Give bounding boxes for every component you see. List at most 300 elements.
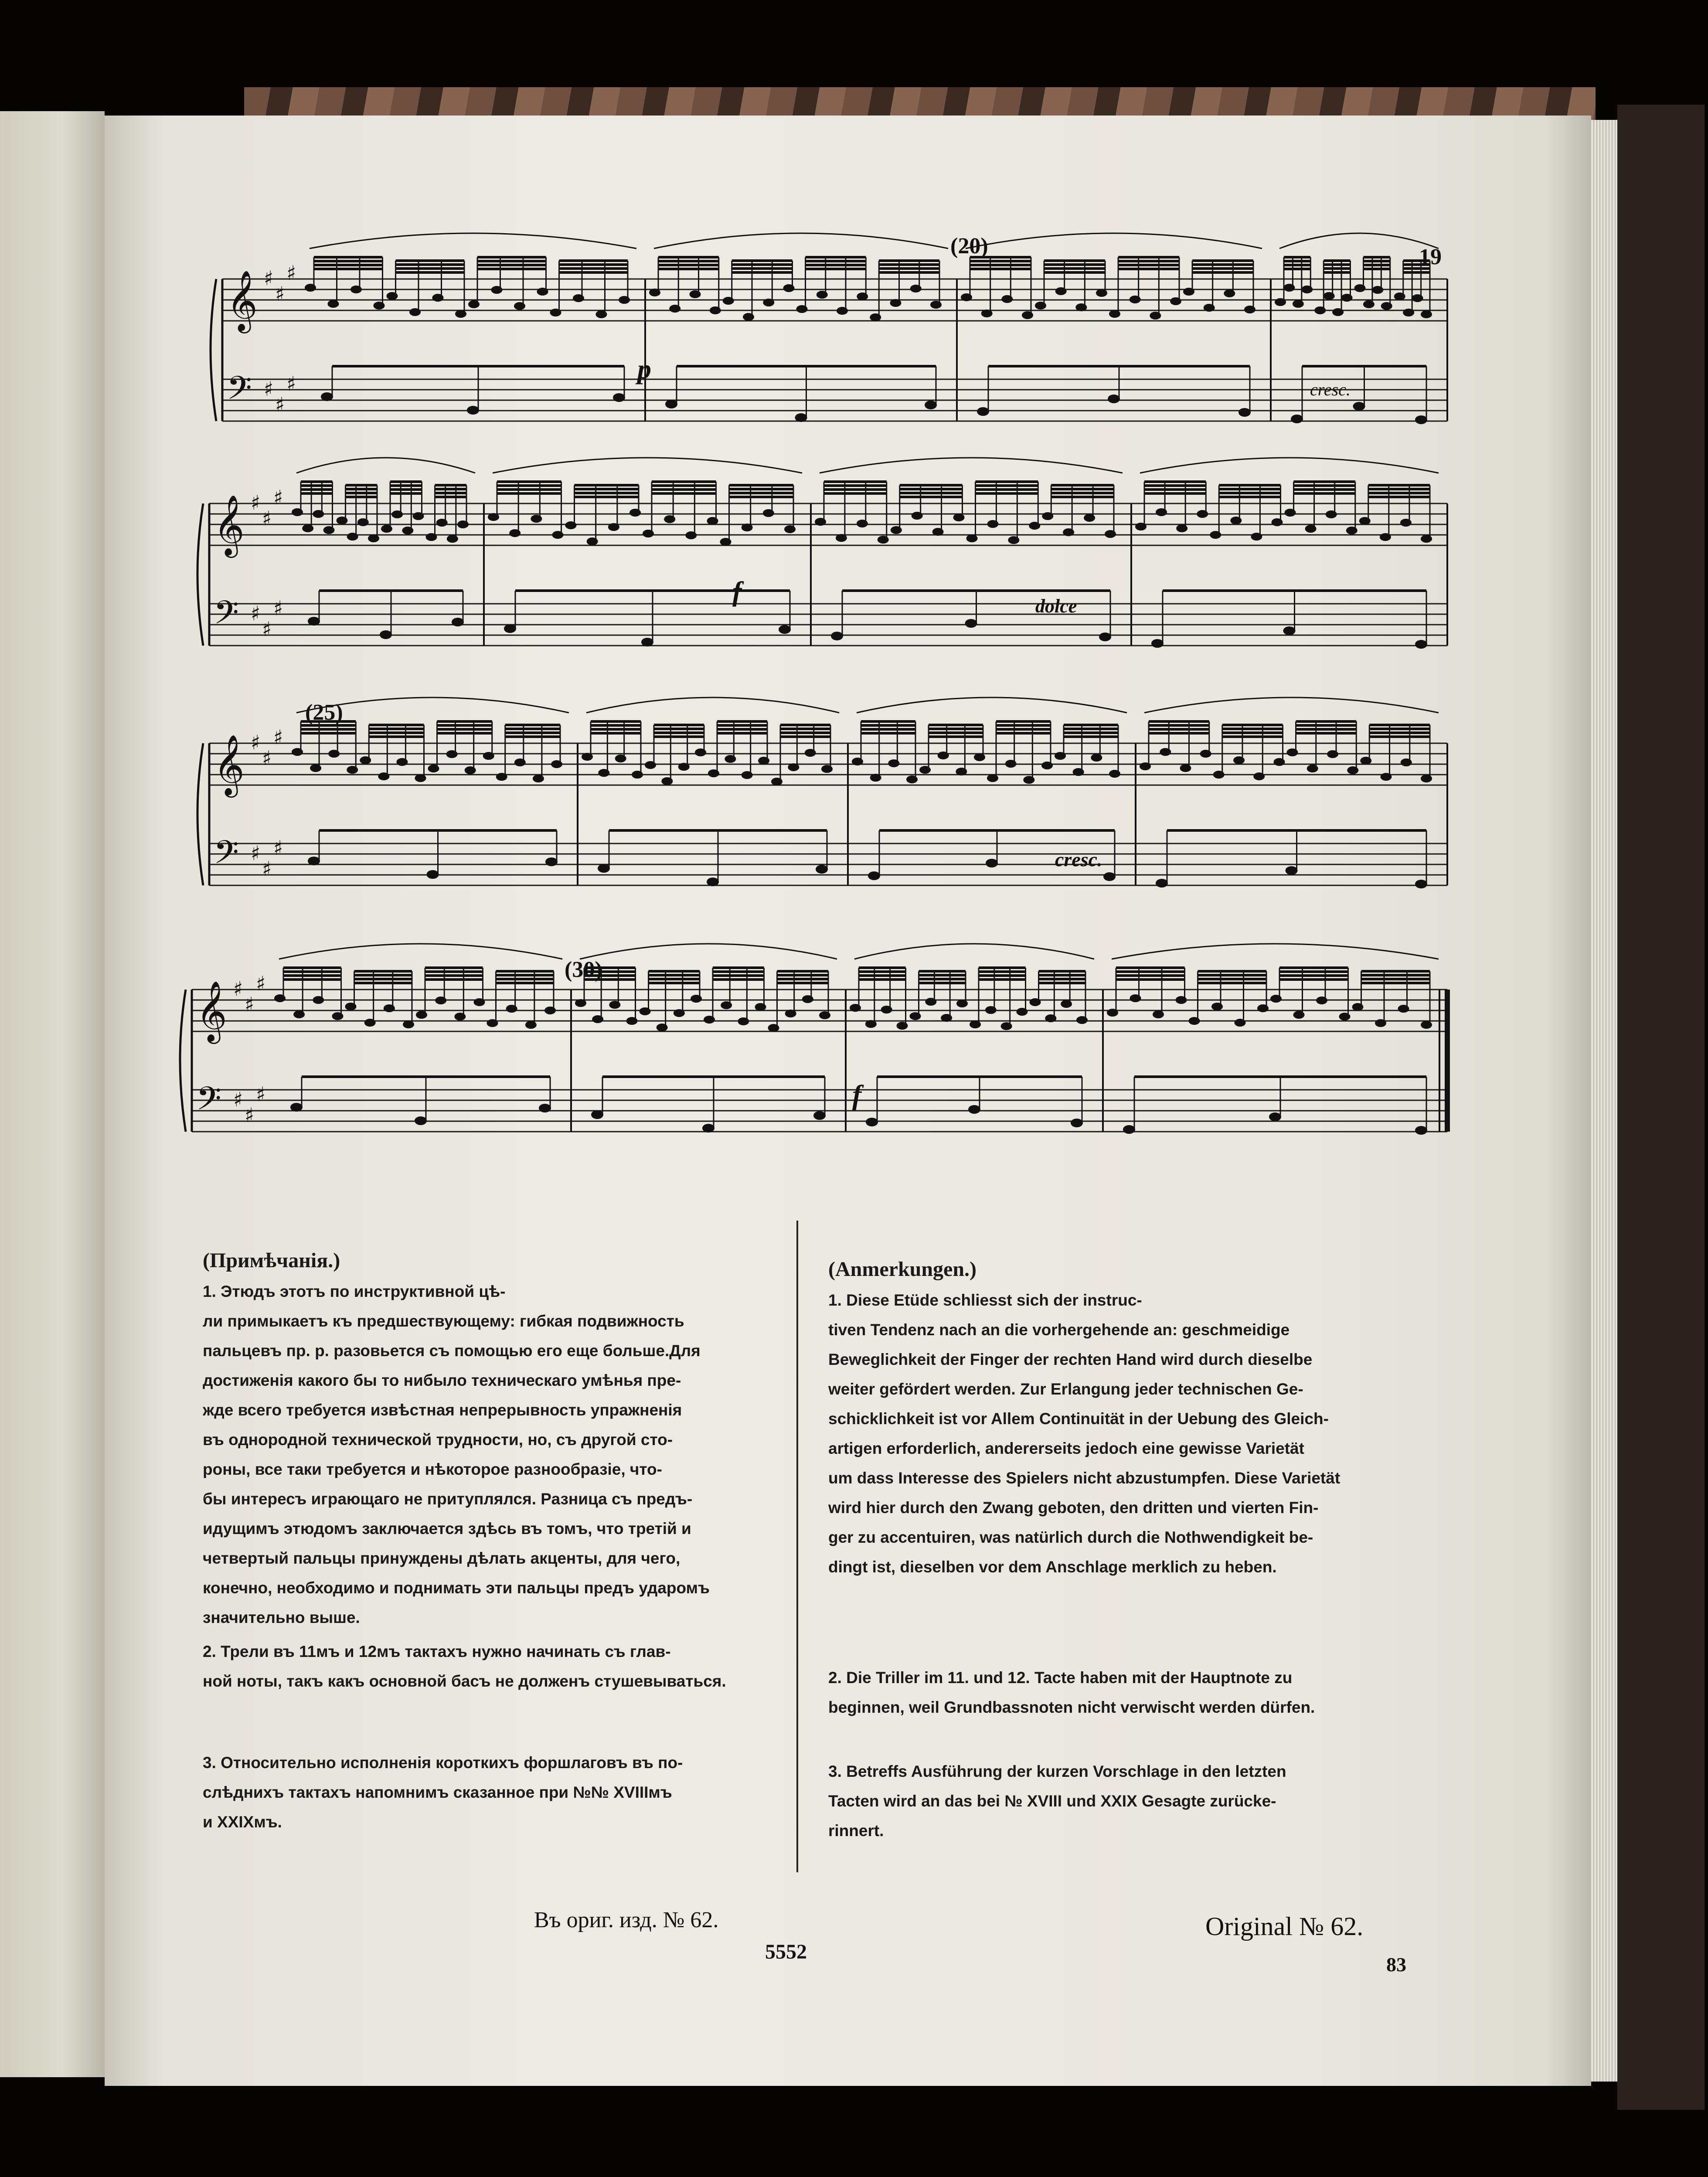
note-head xyxy=(870,313,881,321)
note-head xyxy=(575,999,586,1007)
measure-4-2 xyxy=(575,944,837,1133)
bass-note-head xyxy=(665,400,677,408)
note-head xyxy=(1412,294,1423,302)
system-1 xyxy=(211,233,1447,424)
note-head xyxy=(870,774,881,782)
note-head xyxy=(805,749,816,757)
note-head xyxy=(888,759,899,767)
note-head xyxy=(465,766,476,774)
note-head xyxy=(817,291,828,299)
column-divider xyxy=(796,1221,798,1872)
note-head xyxy=(1316,997,1327,1004)
treble-clef: 𝄞 xyxy=(214,735,245,795)
bass-note-head xyxy=(1151,639,1164,648)
note-head xyxy=(742,771,753,779)
note-head xyxy=(1055,752,1066,760)
measure-3-2 xyxy=(582,697,839,886)
measure-2-1 xyxy=(292,458,475,639)
note-head xyxy=(1063,528,1074,536)
note-head xyxy=(1421,310,1432,318)
note-head xyxy=(428,765,439,772)
slur xyxy=(279,944,562,959)
note-head xyxy=(1135,523,1147,531)
note-head xyxy=(1055,287,1067,295)
sharp-sign: ♯ xyxy=(273,596,283,620)
note-head xyxy=(1244,306,1255,313)
note-head xyxy=(1398,1005,1409,1013)
bass-note-head xyxy=(1269,1112,1281,1121)
note-head xyxy=(974,753,985,761)
note-head xyxy=(771,778,783,786)
note-head xyxy=(1327,750,1338,758)
note-head xyxy=(941,1014,952,1022)
measure-3-4 xyxy=(1140,697,1439,888)
note-head xyxy=(1001,295,1013,303)
note-head xyxy=(274,994,286,1002)
note-head xyxy=(1251,533,1262,541)
note-head xyxy=(938,752,949,759)
note-head xyxy=(970,1020,981,1028)
bass-staff-4 xyxy=(192,1080,1447,1132)
note-head xyxy=(1084,514,1095,522)
note-head xyxy=(426,533,437,541)
note-head xyxy=(865,1020,877,1028)
note-head xyxy=(850,1004,861,1012)
note-head xyxy=(796,305,808,313)
bass-staff-3 xyxy=(209,833,1447,885)
note-head xyxy=(956,1000,968,1007)
sharp-sign: ♯ xyxy=(256,972,266,995)
note-head xyxy=(1156,508,1167,516)
slur xyxy=(857,697,1127,713)
note-head xyxy=(447,535,458,543)
note-head xyxy=(592,1015,603,1023)
note-head xyxy=(1287,748,1298,756)
bass-note-head xyxy=(308,857,320,865)
note-head xyxy=(1073,768,1084,776)
note-head xyxy=(413,512,424,520)
note-head xyxy=(661,777,673,785)
note-head xyxy=(738,1017,749,1025)
sharp-sign: ♯ xyxy=(264,266,274,290)
note-head xyxy=(925,998,936,1006)
note-head xyxy=(1096,289,1107,297)
note-head xyxy=(347,766,358,774)
note-head xyxy=(1301,286,1313,293)
note-head xyxy=(691,995,702,1003)
note-head xyxy=(1197,510,1208,518)
note-head xyxy=(1326,510,1337,518)
note-head xyxy=(323,526,335,534)
note-head xyxy=(409,308,421,316)
note-head xyxy=(436,519,448,527)
note-head xyxy=(961,293,972,301)
note-head xyxy=(488,513,499,521)
bass-note-head xyxy=(321,392,333,401)
note-head xyxy=(302,524,313,532)
brace xyxy=(197,743,203,885)
treble-clef: 𝄞 xyxy=(196,981,227,1041)
sharp-sign: ♯ xyxy=(264,377,274,401)
note-head xyxy=(416,1011,427,1019)
note-head xyxy=(1130,994,1141,1002)
note-head xyxy=(1380,533,1391,541)
bass-note-head xyxy=(977,407,989,416)
note-head xyxy=(391,510,403,518)
bass-clef: 𝄢 xyxy=(227,369,252,415)
bass-note-head xyxy=(1415,640,1427,649)
notes-de-3: 3. Betreffs Ausführung der kurzen Vorschlage in den letzten Tacten wird an das bei № XVIII und XXIX Gesagte zurücke- rinnert. xyxy=(828,1762,1286,1840)
note-head xyxy=(533,775,544,782)
note-head xyxy=(987,774,998,782)
notes-ru-2: 2. Трели въ 11мъ и 12мъ тактахъ нужно начинать съ глав- ной ноты, такъ какъ основной басъ не долженъ стушевываться. xyxy=(203,1643,726,1690)
bass-note-head xyxy=(1415,1126,1427,1135)
note-head xyxy=(608,523,619,531)
note-head xyxy=(1352,1003,1364,1011)
note-head xyxy=(788,763,799,771)
note-head xyxy=(629,509,641,517)
note-head xyxy=(953,514,965,521)
note-head xyxy=(966,534,978,542)
bass-note-head xyxy=(1283,626,1296,635)
note-head xyxy=(1293,1011,1305,1019)
note-head xyxy=(640,1007,651,1015)
note-head xyxy=(1183,288,1194,296)
sharp-sign: ♯ xyxy=(275,282,285,306)
note-head xyxy=(454,1013,466,1020)
note-head xyxy=(645,761,656,769)
note-head xyxy=(1224,289,1235,297)
note-head xyxy=(985,1006,997,1014)
note-head xyxy=(514,759,526,766)
sharp-sign: ♯ xyxy=(233,977,243,1000)
note-head xyxy=(337,517,348,524)
note-head xyxy=(743,313,754,321)
bass-note-head xyxy=(1415,415,1427,424)
note-head xyxy=(446,750,458,758)
note-head xyxy=(1403,309,1414,316)
bass-note-head xyxy=(598,864,610,873)
note-head xyxy=(819,1011,830,1019)
treble-clef: 𝄞 xyxy=(214,495,245,555)
bass-note-head xyxy=(866,1118,878,1126)
note-head xyxy=(1061,1000,1072,1008)
note-head xyxy=(685,531,697,539)
note-head xyxy=(378,772,389,780)
note-head xyxy=(292,748,303,756)
note-head xyxy=(852,758,863,765)
bass-note-head xyxy=(1353,402,1365,411)
slur xyxy=(586,697,839,713)
note-head xyxy=(415,774,426,782)
note-head xyxy=(368,534,379,542)
note-head xyxy=(1030,998,1041,1006)
note-head xyxy=(626,1017,638,1025)
note-head xyxy=(1235,1019,1246,1027)
note-head xyxy=(1341,294,1353,302)
note-head xyxy=(1130,296,1141,303)
slur xyxy=(1112,944,1439,959)
sharp-sign: ♯ xyxy=(251,602,261,625)
note-head xyxy=(1394,293,1405,300)
note-head xyxy=(1314,306,1326,314)
note-head xyxy=(313,510,324,518)
note-head xyxy=(615,755,626,762)
note-head xyxy=(619,296,630,304)
slur xyxy=(296,458,475,473)
note-head xyxy=(328,750,340,758)
note-head xyxy=(587,537,598,545)
note-head xyxy=(1045,1014,1056,1022)
note-head xyxy=(551,760,562,768)
note-head xyxy=(1022,311,1033,319)
note-head xyxy=(1041,762,1053,769)
bass-note-head xyxy=(707,878,719,886)
note-head xyxy=(987,520,998,528)
bass-note-head xyxy=(795,413,807,422)
sharp-sign: ♯ xyxy=(251,731,261,754)
bass-clef: 𝄢 xyxy=(196,1080,221,1126)
note-head xyxy=(1274,758,1285,766)
note-head xyxy=(387,292,398,300)
sharp-sign: ♯ xyxy=(273,486,283,509)
measure-1-4 xyxy=(1275,233,1439,424)
bass-note-head xyxy=(415,1116,427,1125)
dynamic-cresc-2: cresc. xyxy=(1055,848,1102,871)
note-head xyxy=(544,1007,556,1014)
sharp-sign: ♯ xyxy=(286,261,296,285)
bass-note-head xyxy=(380,630,392,639)
note-head xyxy=(708,769,719,777)
note-head xyxy=(721,1001,732,1009)
note-head xyxy=(1005,760,1017,768)
note-head xyxy=(1270,995,1282,1003)
note-head xyxy=(328,300,339,308)
sharp-sign: ♯ xyxy=(273,725,283,749)
sharp-sign: ♯ xyxy=(256,1082,266,1106)
bass-note-head xyxy=(831,632,843,640)
notes-de-2: 2. Die Triller im 11. und 12. Tacte haben mit der Hauptnote zu beginnen, weil Grundbassnoten nicht verwischt werden dürfen. xyxy=(828,1669,1315,1716)
note-head xyxy=(1109,770,1120,778)
note-head xyxy=(678,763,690,771)
note-head xyxy=(1176,524,1187,532)
note-head xyxy=(643,530,654,537)
note-head xyxy=(783,284,795,292)
note-head xyxy=(695,748,706,756)
note-head xyxy=(763,299,774,306)
note-head xyxy=(432,294,444,302)
note-head xyxy=(669,305,680,313)
note-head xyxy=(483,752,494,760)
bass-note-head xyxy=(1108,395,1120,403)
brace xyxy=(197,503,203,646)
note-head xyxy=(531,515,542,523)
sharp-sign: ♯ xyxy=(233,1088,243,1111)
note-head xyxy=(1421,535,1432,543)
note-head xyxy=(292,508,303,516)
note-head xyxy=(1076,1016,1088,1024)
measure-2-4 xyxy=(1135,458,1439,649)
note-head xyxy=(1091,754,1102,762)
note-head xyxy=(664,515,675,523)
note-head xyxy=(1324,292,1335,300)
note-head xyxy=(1075,303,1087,311)
note-head xyxy=(1140,762,1151,770)
note-head xyxy=(1001,1022,1012,1030)
note-head xyxy=(582,753,593,761)
note-head xyxy=(402,527,413,534)
bass-note-head xyxy=(986,859,998,867)
note-head xyxy=(930,301,942,309)
note-head xyxy=(956,768,967,776)
note-head xyxy=(1213,771,1225,779)
bass-note-head xyxy=(968,1105,980,1114)
bass-note-head xyxy=(813,1111,826,1120)
note-head xyxy=(332,1012,344,1020)
note-head xyxy=(403,1020,414,1028)
note-head xyxy=(1332,308,1344,316)
note-head xyxy=(1354,284,1366,292)
note-head xyxy=(1153,1010,1164,1018)
dynamic-dolce: dolce xyxy=(1035,595,1077,617)
note-head xyxy=(609,1001,620,1009)
bass-note-head xyxy=(1071,1119,1083,1127)
notes-ru-1-text: 1. Этюдъ этотъ по инструктивной цѣ- ли примыкаетъ къ предшествующему: гибкая подвижность пальцевъ пр. р. разовьется съ помощью его еще больше.Для достиженія какого бы то нибыло техническаго умѣнья пре- жде всего требуется извѣстная непрерывность упражненія въ однородной технической трудности, но, съ другой сто- роны, все таки требуется и нѣкоторое разнообразіе, что- бы интересъ играющаго не притуплялся. Разница съ предъ- идущимъ этюдомъ заключается здѣсь въ томъ, что третій и четвертый пальцы принуждены дѣлать акценты, для чего, конечно, необходимо и поднимать эти пальцы предъ ударомъ значительно выше. xyxy=(203,1282,710,1626)
bass-note-head xyxy=(1286,866,1298,875)
note-head xyxy=(906,776,918,783)
bass-clef: 𝄢 xyxy=(214,594,239,639)
note-head xyxy=(1339,1013,1351,1020)
note-head xyxy=(345,1003,357,1010)
sharp-sign: ♯ xyxy=(251,841,261,865)
note-head xyxy=(305,284,316,292)
measure-4-1 xyxy=(274,944,562,1125)
sharp-sign: ♯ xyxy=(245,1103,255,1127)
note-head xyxy=(1211,1003,1223,1010)
note-head xyxy=(768,1024,779,1032)
note-head xyxy=(1017,1008,1028,1016)
bass-note-head xyxy=(641,638,653,646)
note-head xyxy=(455,310,466,318)
note-head xyxy=(981,310,993,317)
note-head xyxy=(785,1010,796,1017)
note-head xyxy=(374,302,385,310)
note-head xyxy=(381,525,392,533)
note-head xyxy=(1363,300,1375,308)
note-head xyxy=(350,286,362,293)
slur xyxy=(654,233,948,248)
sharp-sign: ♯ xyxy=(245,993,255,1016)
note-head xyxy=(509,529,521,537)
note-head xyxy=(857,520,868,527)
note-head xyxy=(710,306,721,314)
note-head xyxy=(881,1006,892,1014)
bass-note-head xyxy=(452,618,464,626)
sheet-number: 83 xyxy=(1386,1953,1406,1976)
note-head xyxy=(1360,757,1371,765)
bass-staff-1 xyxy=(222,369,1447,421)
note-head xyxy=(1109,310,1120,318)
note-head xyxy=(836,534,847,542)
notes-de-1-text: 1. Diese Etüde schliesst sich der instruc- tiven Tendenz nach an die vorhergehende an: geschmeidige Beweglichkeit der Finger der rechten Hand wird durch dieselbe weiter gefördert werden. Zur Erlangung jeder technischen Ge- schicklichkeit ist vor Allem Continuität in der Uebung des Gleich- artigen erforderlich, andererseits jedoch eine gewisse Varietät um dass Interesse des Spielers nicht abzustumpfen. Diese Varietät wird hier durch den Zwang geboten, den dritten und vierten Fin- ger zu accentuiren, was natürlich durch die Nothwendigkeit be- dingt ist, dieselben vor dem Anschlage merklich zu heben. xyxy=(828,1291,1341,1576)
notes-ru-1 xyxy=(203,1216,787,1633)
note-head xyxy=(763,509,774,517)
dynamic-piano: p xyxy=(637,354,651,384)
sharp-sign: ♯ xyxy=(262,857,272,881)
bass-staff-2 xyxy=(209,594,1447,646)
note-head xyxy=(1042,512,1053,520)
sharp-sign: ♯ xyxy=(273,836,283,860)
bass-note-head xyxy=(868,871,880,880)
slur xyxy=(580,944,837,959)
note-head xyxy=(1359,517,1371,525)
note-head xyxy=(310,764,321,772)
note-head xyxy=(897,1022,908,1030)
slur xyxy=(1279,233,1439,248)
page-number: 19 xyxy=(1419,245,1442,269)
note-head xyxy=(1346,527,1358,534)
note-head xyxy=(912,512,923,520)
note-head xyxy=(1008,536,1019,544)
note-head xyxy=(496,773,507,781)
slur xyxy=(854,944,1094,959)
note-head xyxy=(468,300,480,308)
note-head xyxy=(357,518,369,526)
note-head xyxy=(1293,300,1304,308)
measure-1-2 xyxy=(649,233,948,422)
note-head xyxy=(474,998,485,1006)
note-head xyxy=(1421,775,1432,782)
note-head xyxy=(1233,756,1245,764)
note-head xyxy=(435,997,446,1004)
sharp-sign: ♯ xyxy=(262,746,272,770)
bass-note-head xyxy=(1123,1125,1135,1134)
note-head xyxy=(1285,509,1296,517)
note-head xyxy=(910,285,922,293)
measure-2-2 xyxy=(488,458,802,646)
notes-ru-heading: (Примѣчанія.) xyxy=(203,1249,340,1272)
dynamic-forte-2: f xyxy=(852,1079,862,1110)
sharp-sign: ♯ xyxy=(275,393,285,416)
bass-note-head xyxy=(779,625,791,634)
note-head xyxy=(1400,519,1412,527)
notes-ru-3: 3. Относительно исполненія короткихъ форшлаговъ въ по- слѣднихъ тактахъ напомнимъ сказанное при №№ XVIIIмъ и XXIXмъ. xyxy=(203,1754,683,1831)
note-head xyxy=(537,288,548,296)
note-head xyxy=(598,769,609,777)
note-head xyxy=(725,755,736,763)
note-head xyxy=(815,518,826,526)
measure-1-1 xyxy=(305,233,636,415)
note-head xyxy=(1105,530,1116,538)
bass-note-head xyxy=(545,857,558,866)
note-head xyxy=(657,1024,668,1031)
note-head xyxy=(1023,776,1034,784)
bass-note-head xyxy=(925,401,937,409)
note-head xyxy=(784,525,796,533)
note-head xyxy=(1421,1021,1432,1029)
bass-note-head xyxy=(1099,633,1111,641)
bass-note-head xyxy=(816,865,828,874)
note-head xyxy=(837,307,848,315)
note-head xyxy=(707,517,718,525)
system-2 xyxy=(197,458,1447,649)
note-head xyxy=(1200,750,1211,758)
bass-note-head xyxy=(613,393,625,402)
note-head xyxy=(293,1010,305,1018)
note-head xyxy=(1372,286,1383,294)
bass-note-head xyxy=(702,1124,715,1133)
note-head xyxy=(1150,312,1161,320)
